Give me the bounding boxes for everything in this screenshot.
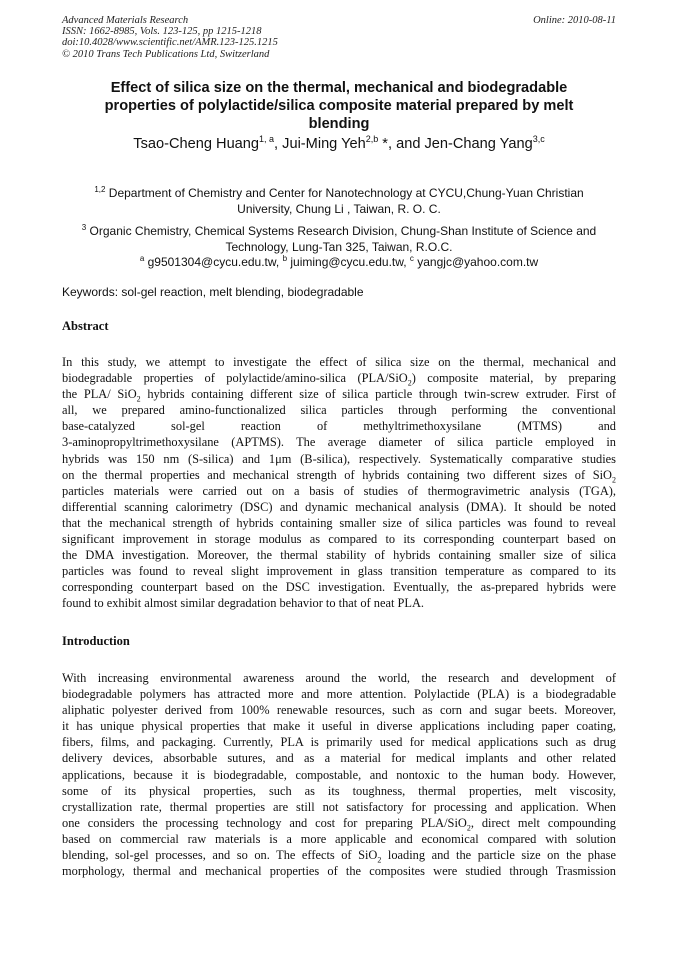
email-c-mark: c bbox=[409, 254, 414, 263]
author-2: Jui-Ming Yeh bbox=[282, 136, 366, 152]
affiliation-1 bbox=[62, 185, 616, 217]
intro-line: one considers the processing technology and cost for preparing PLA/SiO$_2$, direct melt compounding bbox=[62, 815, 616, 833]
abstract-line: found to exhibit almost similar degradation behavior to that of neat PLA. bbox=[62, 596, 425, 611]
abstract-line: significant improvement in storage modulus as compared to its corresponding counterpart based on bbox=[62, 532, 616, 547]
author-sep: , bbox=[274, 136, 283, 152]
introduction-body bbox=[62, 670, 616, 879]
abstract-line: base-catalyzed sol-gel reaction of methyltrimethoxysilane (MTMS) and bbox=[62, 419, 616, 434]
intro-line: crystallization rate, thermal properties are still not satisfactory for processing and application. When bbox=[62, 799, 616, 814]
keywords: Keywords: sol-gel reaction, melt blending, biodegradable bbox=[62, 285, 364, 299]
issn-line: ISSN: 1662-8985, Vols. 123-125, pp 1215-1218 bbox=[62, 26, 262, 38]
author-2-affil: 2,b bbox=[365, 134, 379, 145]
abstract-line: the DMA investigation. Moreover, the thermal stability of hybrids containing smaller size of silica bbox=[62, 548, 616, 563]
email-c: yangjc@yahoo.com.tw bbox=[413, 255, 539, 269]
abstract-line: all, we prepared amino-functionalized silica particles through performing the conventional bbox=[62, 403, 616, 418]
intro-line: blending, sol-gel processes, and so on. The effects of SiO$_2$ loading and the particle size on the phase bbox=[62, 848, 616, 865]
author-3-affil: 3,c bbox=[532, 134, 545, 145]
email-list bbox=[62, 254, 616, 270]
abstract-line: the PLA/ SiO$_2$ hybrids containing different size of silica particle through twin-screw extruder. First of bbox=[62, 387, 617, 404]
author-list bbox=[62, 135, 616, 153]
intro-line: delivery devices, absorbable sutures, and as a material for medical implants and other related bbox=[62, 751, 616, 766]
title-line-2: properties of polylactide/silica composite material prepared by melt bbox=[104, 98, 574, 114]
intro-line: it has unique physical properties that make it useful in diverse applications including paper coating, bbox=[62, 719, 616, 734]
abstract-line: 3-aminopropyltrimethoxysilane (APTMS). The average diameter of silica particle employed in bbox=[62, 435, 616, 450]
intro-line: some of its physical properties, such as its toughness, thermal properties, melt viscosity, bbox=[62, 783, 616, 798]
email-a-mark: a bbox=[139, 254, 145, 263]
abstract-line: differential scanning calorimetry (DSC) and dynamic mechanical analysis (DMA). It should be noted bbox=[62, 499, 616, 514]
abstract-line: particles was found to reveal slight improvement in glass transition temperature as compared to its bbox=[62, 564, 616, 579]
title-line-1: Effect of silica size on the thermal, mechanical and biodegradable bbox=[110, 80, 568, 96]
email-b: juiming@cycu.edu.tw, bbox=[287, 255, 410, 269]
author-3: Jen-Chang Yang bbox=[424, 136, 533, 152]
abstract-line: that the mechanical strength of hybrids containing smaller size of silica particles was found to reveal bbox=[62, 515, 616, 530]
corresponding-mark: * bbox=[378, 136, 388, 152]
intro-line: morphology, thermal and mechanical properties of the composites were studied through Trasmission bbox=[62, 864, 616, 879]
author-1: Tsao-Cheng Huang bbox=[133, 136, 260, 152]
email-b-mark: b bbox=[282, 254, 288, 263]
paper-title bbox=[62, 79, 616, 133]
abstract-line: on the thermal properties and mechanical strength of hybrids containing two different sizes of SiO$_2$ bbox=[62, 467, 616, 485]
abstract-heading: Abstract bbox=[62, 319, 109, 333]
journal-header bbox=[62, 15, 616, 60]
intro-line: based on commercial raw materials is a more applicable and economical compared with solution bbox=[62, 831, 616, 846]
affiliation-1-line-2: University, Chung Li , Taiwan, R. O. C. bbox=[237, 202, 441, 216]
intro-line: biodegradable polymers has attracted more and more attention. Polylactide (PLA) is a biodegradable bbox=[62, 687, 616, 702]
abstract-body bbox=[62, 354, 616, 612]
online-date: Online: 2010-08-11 bbox=[533, 15, 616, 26]
title-line-3: blending bbox=[308, 116, 370, 132]
intro-line: aliphatic polyester derived from 100% renewable resources, such as corn and sugar beets. Moreover, bbox=[62, 703, 616, 718]
journal-name: Advanced Materials Research bbox=[62, 15, 189, 26]
email-a: g9501304@cycu.edu.tw, bbox=[144, 255, 283, 269]
doi-line: doi:10.4028/www.scientific.net/AMR.123-125.1215 bbox=[62, 37, 278, 49]
affiliation-2-line-2: Technology, Lung-Tan 325, Taiwan, R.O.C. bbox=[225, 240, 453, 254]
author-sep: , and bbox=[387, 136, 425, 152]
abstract-line: hybrids was 150 nm (S-silica) and 1μm (B-silica), respectively. Systematically comparative studies bbox=[62, 451, 616, 466]
abstract-line: corresponding counterpart based on the DSC investigation. Eventually, the as-prepared hybrids were bbox=[62, 580, 616, 595]
affiliation-2 bbox=[62, 223, 616, 255]
affiliation-2-line-1: Organic Chemistry, Chemical Systems Research Division, Chung-Shan Institute of Science and bbox=[86, 224, 597, 238]
affiliation-1-line-1: Department of Chemistry and Center for Nanotechnology at CYCU,Chung-Yuan Christian bbox=[105, 186, 584, 200]
affiliation-1-mark: 1,2 bbox=[94, 185, 106, 194]
intro-line: With increasing environmental awareness around the world, the research and development of bbox=[62, 671, 616, 685]
abstract-line: biodegradable properties of polylactide/amino-silica (PLA/SiO$_2$) composite material, by preparing bbox=[62, 371, 616, 388]
copyright-line: © 2010 Trans Tech Publications Ltd, Switzerland bbox=[62, 48, 270, 60]
affiliation-2-mark: 3 bbox=[81, 223, 87, 232]
introduction-heading: Introduction bbox=[62, 634, 130, 648]
abstract-line: particles materials were carried out on a basis of studies of thermogravimetric analysis (TGA), bbox=[62, 483, 616, 498]
abstract-line: In this study, we attempt to investigate the effect of silica size on the thermal, mechanical and bbox=[62, 355, 616, 369]
intro-line: fibers, films, and packaging. Currently, PLA is primarily used for medical applications such as drug bbox=[62, 735, 616, 750]
intro-line: applications, because it is biodegradable, compostable, and nontoxic to the human body. However, bbox=[62, 767, 616, 782]
author-1-affil: 1, a bbox=[259, 134, 275, 145]
